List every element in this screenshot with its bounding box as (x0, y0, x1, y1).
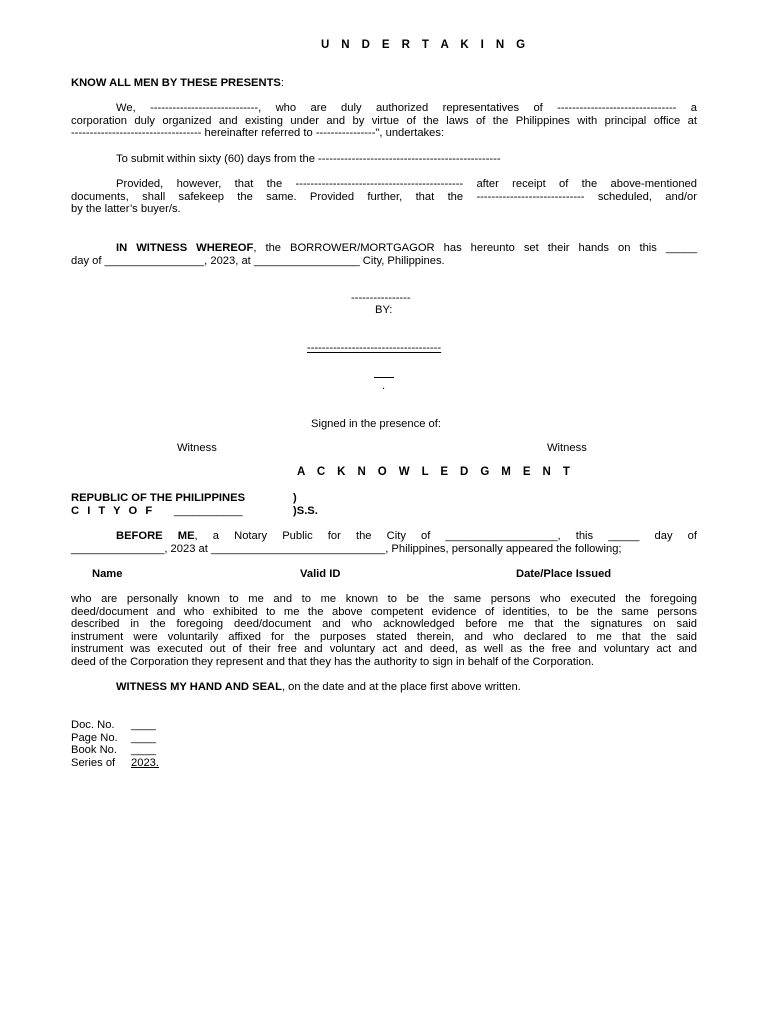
ss-label: )S.S. (293, 505, 318, 517)
know-all-text: KNOW ALL MEN BY THESE PRESENTS (71, 77, 281, 89)
representatives-paragraph (71, 102, 697, 140)
provided-line-2: documents, shall safekeep the same. Provided further, that the ----------------------------- scheduled, and/or (71, 190, 697, 203)
header-valid-id: Valid ID (300, 568, 341, 580)
before-me-line-1-rest: , a Notary Public for the City of __________________, this _____ day of (194, 530, 697, 542)
series-value: 2023. (131, 757, 159, 769)
short-signature-rule (374, 377, 394, 378)
body-line-2: deed/document and who exhibited to me the above competent evidence of identities, to be the same persons (71, 605, 697, 618)
representatives-line-3: ----------------------------------- hereinafter referred to ----------------", undertakes: (71, 127, 445, 140)
submit-paragraph: To submit within sixty (60) days from the ------------------------------------------------- (116, 153, 501, 165)
signature-line: ------------------------------------ (307, 342, 442, 354)
in-witness-line-2: day of ________________, 2023, at _________________ City, Philippines. (71, 254, 445, 267)
header-name: Name (92, 568, 123, 580)
provided-line-1: Provided, however, that the --------------------------------------------- after receipt of the above-mentioned (116, 178, 697, 190)
body-line-5: instrument was executed out of their free and voluntary act and deed, as well as the free and voluntary act and (71, 643, 697, 656)
body-line-4: instrument were voluntarily affixed for the purposes stated therein, and who declared to me that the said (71, 630, 697, 643)
acknowledgment-body (71, 593, 697, 669)
series-label: Series of (71, 757, 116, 769)
document-title: U N D E R T A K I N G (321, 39, 530, 51)
before-me-line-1 (71, 530, 697, 543)
provided-line-3: by the latter’s buyer/s. (71, 203, 181, 216)
witness-right-label: Witness (547, 442, 587, 454)
doc-no-value: ____ (131, 719, 156, 731)
city-of-label: C I T Y O F (71, 505, 153, 517)
in-witness-paragraph (71, 242, 697, 267)
in-witness-line-1-rest: , the BORROWER/MORTGAGOR has hereunto set their hands on this _____ (253, 242, 697, 254)
witness-hand-bold: WITNESS MY HAND AND SEAL (116, 681, 282, 693)
republic-paren: ) (293, 492, 297, 504)
by-label: BY: (375, 304, 393, 316)
representatives-line-1: We, -----------------------------, who are duly authorized representatives of -------------------------------- a (116, 102, 697, 114)
body-line-6: deed of the Corporation they represent and that they has the authority to sign in behalf of the Corporation. (71, 655, 595, 668)
provided-paragraph (71, 178, 697, 216)
body-line-3: described in the foregoing deed/document and who acknowledged before me that the signatures on said (71, 618, 697, 631)
witness-hand-line (116, 681, 521, 694)
period-mark: . (382, 380, 386, 392)
before-me-bold: BEFORE ME (116, 530, 195, 542)
body-line-1: who are personally known to me and to me known to be the same persons who executed the foregoing (71, 593, 697, 605)
in-witness-bold: IN WITNESS WHEREOF (116, 242, 254, 254)
witness-hand-rest: , on the date and at the place first above written. (281, 681, 521, 693)
page-no-value: ____ (131, 732, 156, 744)
representatives-line-2: corporation duly organized and existing under and by virtue of the laws of the Philippines with principal office at (71, 114, 697, 127)
before-me-line-2: _______________, 2023 at ____________________________, Philippines, personally appeared the following; (71, 542, 622, 555)
sign-dashes: ---------------- (351, 292, 411, 304)
republic-label: REPUBLIC OF THE PHILIPPINES (71, 492, 246, 504)
city-blank: ___________ (174, 505, 243, 517)
know-all-heading (71, 77, 284, 90)
doc-no-label: Doc. No. (71, 719, 115, 731)
witness-left-label: Witness (177, 442, 217, 454)
before-me-paragraph (71, 530, 697, 555)
know-all-colon: : (280, 77, 284, 89)
signed-presence-text: Signed in the presence of: (311, 418, 441, 430)
header-date-place: Date/Place Issued (516, 568, 612, 580)
acknowledgment-title: A C K N O W L E D G M E N T (297, 466, 575, 478)
in-witness-line-1 (71, 242, 697, 255)
book-no-label: Book No. (71, 744, 118, 756)
book-no-value: ____ (131, 744, 156, 756)
page-no-label: Page No. (71, 732, 118, 744)
